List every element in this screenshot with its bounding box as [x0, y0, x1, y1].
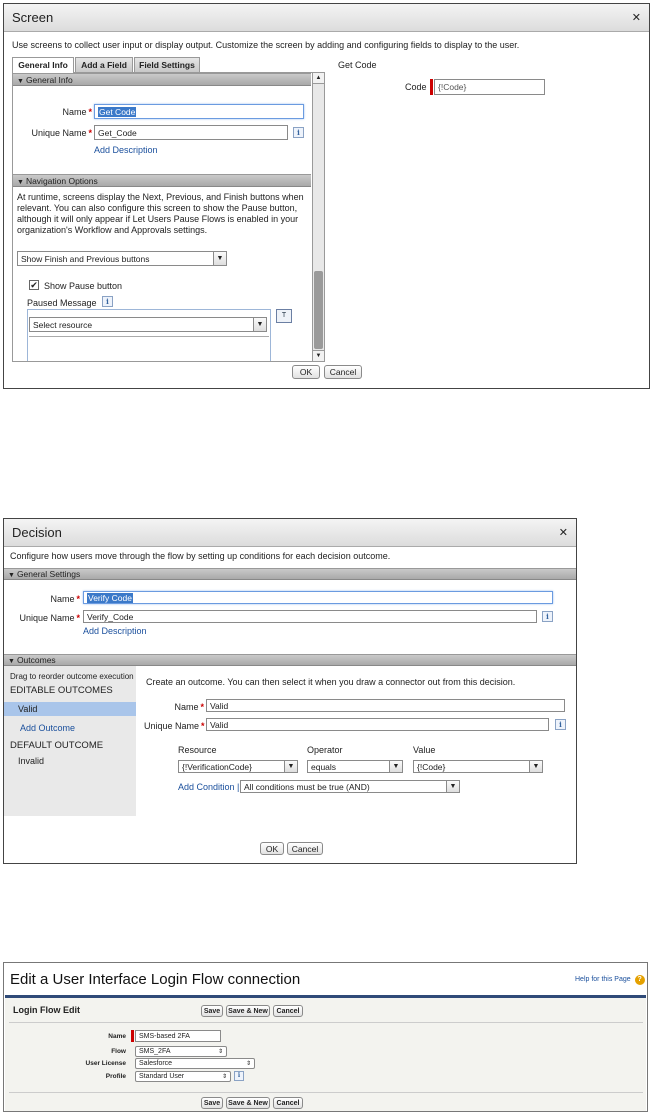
- decision-dialog-description: Configure how users move through the flow by setting up conditions for each decision outcome.: [10, 551, 391, 561]
- field-user-license-label: User License: [85, 1060, 126, 1067]
- navigation-buttons-select[interactable]: Show Finish and Previous buttons ▼: [17, 251, 227, 266]
- screen-config-body: [12, 72, 325, 362]
- updown-arrow-icon: ⇕: [245, 1061, 251, 1067]
- close-icon[interactable]: ✕: [631, 12, 641, 24]
- section-divider-bottom: [9, 1092, 643, 1093]
- field-user-license-select[interactable]: Salesforce ⇕: [135, 1058, 255, 1069]
- scrollbar-thumb[interactable]: [314, 271, 323, 349]
- required-marker: [131, 1030, 134, 1042]
- tab-field-settings[interactable]: Field Settings: [134, 57, 200, 72]
- paused-message-editor[interactable]: [27, 309, 271, 362]
- outcome-name-label: Name *: [174, 702, 204, 712]
- scroll-up-arrow-icon[interactable]: ▲: [313, 73, 324, 84]
- condition-logic-select[interactable]: All conditions must be true (AND) ▼: [240, 780, 460, 793]
- field-flow-select[interactable]: SMS_2FA ⇕: [135, 1046, 227, 1057]
- info-icon[interactable]: i: [293, 127, 304, 138]
- default-outcome-heading: DEFAULT OUTCOME: [10, 740, 104, 751]
- collapse-triangle-icon: ▼: [8, 572, 15, 579]
- select-resource-dropdown[interactable]: Select resource ▼: [29, 317, 267, 332]
- general-info-header[interactable]: ▼ General Info: [13, 73, 311, 86]
- info-icon[interactable]: i: [555, 719, 566, 730]
- decision-dialog: [3, 518, 577, 864]
- chevron-down-icon: ▼: [284, 761, 297, 772]
- paused-message-label: Paused Message: [27, 298, 97, 308]
- navigation-text-line-4: organization's Workflow and Approvals settings.: [17, 225, 208, 235]
- decision-cancel-button[interactable]: Cancel: [287, 842, 323, 855]
- login-flow-edit-section: [5, 995, 646, 1111]
- navigation-text-line-1: At runtime, screens display the Next, Previous, and Finish buttons when: [17, 192, 304, 202]
- tab-general-info[interactable]: General Info: [12, 57, 74, 73]
- add-description-link[interactable]: Add Description: [94, 145, 158, 155]
- required-marker: [430, 79, 433, 95]
- preview-code-label: Code: [405, 82, 427, 92]
- decision-dialog-titlebar: [4, 519, 576, 547]
- show-pause-checkbox[interactable]: ✔: [30, 280, 38, 290]
- value-column-header: Value: [413, 745, 436, 755]
- help-for-this-page-link[interactable]: Help for this Page ?: [575, 975, 645, 985]
- outcome-item-invalid[interactable]: Invalid: [18, 756, 45, 766]
- decision-ok-button[interactable]: OK: [260, 842, 284, 855]
- general-settings-header[interactable]: ▼ General Settings: [4, 568, 576, 580]
- login-flow-page-title: Edit a User Interface Login Flow connection: [10, 971, 301, 988]
- outcome-unique-name-input[interactable]: Valid: [206, 718, 549, 731]
- chevron-down-icon: ▼: [389, 761, 402, 772]
- info-icon[interactable]: i: [102, 296, 113, 307]
- field-flow-label: Flow: [111, 1048, 126, 1055]
- section-title: Login Flow Edit: [13, 1005, 80, 1015]
- resource-select[interactable]: {!VerificationCode} ▼: [178, 760, 298, 773]
- navigation-text-line-3: although it will only appear if Let Users Pause Flows is enabled in your: [17, 214, 299, 224]
- login-flow-page: [3, 962, 648, 1112]
- updown-arrow-icon: ⇕: [221, 1074, 227, 1080]
- screen-config-panel: [12, 57, 325, 362]
- show-pause-label: Show Pause button: [44, 281, 123, 291]
- outcome-name-input[interactable]: Valid: [206, 699, 565, 712]
- editable-outcomes-heading: EDITABLE OUTCOMES: [10, 685, 113, 696]
- cancel-button[interactable]: Cancel: [324, 365, 362, 379]
- paused-message-textarea[interactable]: [29, 336, 269, 362]
- chevron-down-icon: ▼: [446, 781, 459, 792]
- scroll-down-arrow-icon[interactable]: ▼: [313, 350, 324, 361]
- operator-column-header: Operator: [307, 745, 343, 755]
- name-input[interactable]: Get Code: [94, 104, 304, 119]
- info-icon[interactable]: i: [234, 1071, 244, 1081]
- field-name-label: Name: [108, 1033, 126, 1040]
- chevron-down-icon: ▼: [529, 761, 542, 772]
- collapse-triangle-icon: ▼: [8, 658, 15, 665]
- decision-dialog-title: Decision: [12, 525, 62, 540]
- config-scrollbar[interactable]: [312, 73, 324, 362]
- outcome-item-valid[interactable]: Valid: [4, 702, 136, 716]
- decision-unique-name-label: Unique Name *: [19, 613, 80, 623]
- create-outcome-text: Create an outcome. You can then select it when you draw a connector out from this decision.: [146, 677, 516, 687]
- decision-unique-name-input[interactable]: Verify_Code: [83, 610, 537, 623]
- chevron-down-icon: ▼: [213, 252, 226, 265]
- collapse-triangle-icon: ▼: [17, 179, 24, 186]
- name-label: Name *: [62, 107, 92, 117]
- help-icon: ?: [635, 975, 645, 985]
- cancel-button-bottom[interactable]: Cancel: [273, 1097, 303, 1109]
- field-profile-label: Profile: [105, 1073, 126, 1080]
- save-button-bottom[interactable]: Save: [201, 1097, 223, 1109]
- screen-dialog-description: Use screens to collect user input or display output. Customize the screen by adding and configuring fields to display to the user.: [12, 40, 520, 50]
- outcome-unique-name-label: Unique Name *: [144, 721, 205, 731]
- save-and-new-button-bottom[interactable]: Save & New: [226, 1097, 270, 1109]
- add-condition-link[interactable]: Add Condition |: [178, 782, 240, 792]
- navigation-text-line-2: relevant. You can also configure this screen to show the Pause button,: [17, 203, 298, 213]
- outcomes-header[interactable]: ▼ Outcomes: [4, 654, 576, 666]
- cancel-button[interactable]: Cancel: [273, 1005, 303, 1017]
- unique-name-input[interactable]: Get_Code: [94, 125, 288, 140]
- unique-name-label: Unique Name *: [31, 128, 92, 138]
- preview-code-input[interactable]: {!Code}: [434, 79, 545, 95]
- add-outcome-link[interactable]: Add Outcome: [20, 723, 76, 733]
- ok-button[interactable]: OK: [292, 365, 320, 379]
- field-name-input[interactable]: SMS-based 2FA: [135, 1030, 221, 1042]
- chevron-down-icon: ▼: [253, 318, 266, 331]
- navigation-options-header[interactable]: ▼ Navigation Options: [13, 174, 311, 187]
- screen-dialog-titlebar: [4, 4, 649, 32]
- outcomes-list-panel: [4, 666, 136, 816]
- close-icon[interactable]: ✕: [558, 527, 568, 539]
- operator-select[interactable]: equals ▼: [307, 760, 403, 773]
- updown-arrow-icon: ⇕: [217, 1049, 223, 1055]
- section-divider: [9, 1022, 643, 1023]
- drag-hint: Drag to reorder outcome execution: [10, 672, 134, 681]
- field-profile-select[interactable]: Standard User ⇕: [135, 1071, 231, 1082]
- decision-name-input[interactable]: Verify Code: [83, 591, 553, 604]
- decision-add-description-link[interactable]: Add Description: [83, 626, 147, 636]
- save-and-new-button[interactable]: Save & New: [226, 1005, 270, 1017]
- collapse-triangle-icon: ▼: [17, 78, 24, 85]
- screen-dialog: [3, 3, 650, 389]
- merge-field-icon[interactable]: T: [276, 309, 292, 323]
- info-icon[interactable]: i: [542, 611, 553, 622]
- save-button[interactable]: Save: [201, 1005, 223, 1017]
- value-select[interactable]: {!Code} ▼: [413, 760, 543, 773]
- resource-column-header: Resource: [178, 745, 217, 755]
- tab-add-a-field[interactable]: Add a Field: [75, 57, 133, 72]
- screen-dialog-title: Screen: [12, 10, 54, 25]
- decision-name-label: Name *: [50, 594, 80, 604]
- preview-title: Get Code: [338, 60, 377, 70]
